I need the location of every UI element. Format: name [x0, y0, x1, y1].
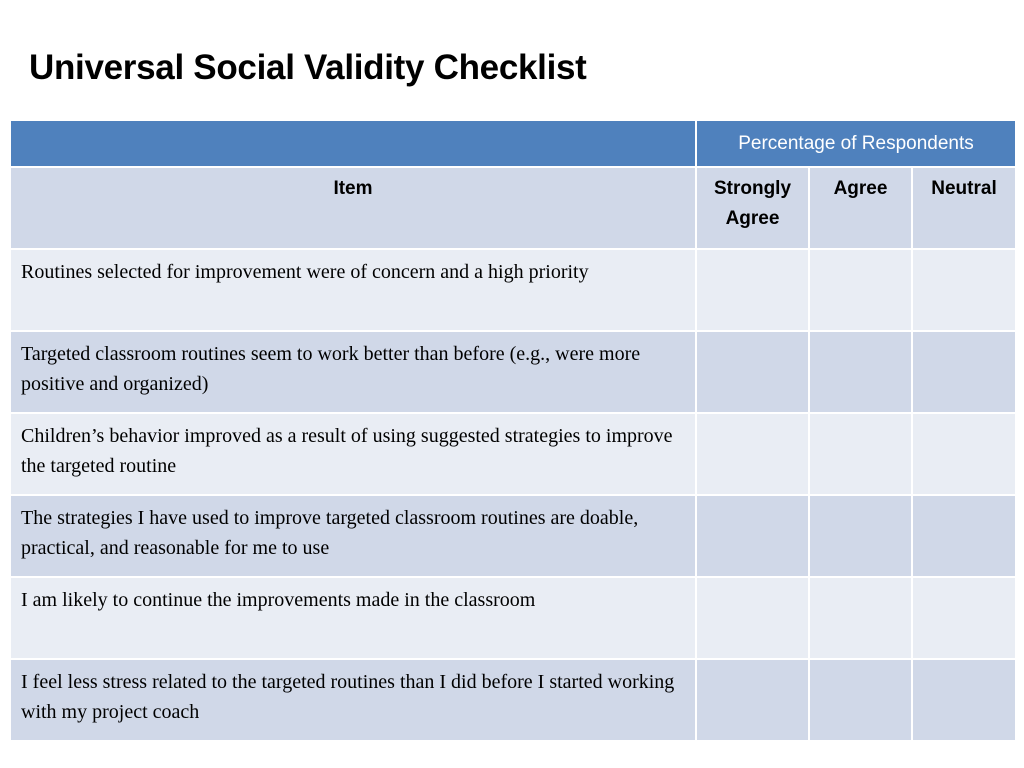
item-column-header: Item	[10, 167, 696, 249]
item-cell: The strategies I have used to improve targeted classroom routines are doable, practical, and reasonable for me to use	[10, 495, 696, 577]
item-cell: Children’s behavior improved as a result of using suggested strategies to improve the targeted routine	[10, 413, 696, 495]
strongly-agree-cell	[696, 331, 809, 413]
agree-column-header: Agree	[809, 167, 912, 249]
strongly-agree-cell	[696, 495, 809, 577]
strongly-agree-cell	[696, 249, 809, 331]
slide-title: Universal Social Validity Checklist	[29, 48, 587, 87]
table-row	[10, 577, 1016, 659]
agree-cell	[809, 331, 912, 413]
strongly-agree-cell	[696, 577, 809, 659]
agree-cell	[809, 659, 912, 741]
neutral-cell	[912, 249, 1016, 331]
agree-cell	[809, 577, 912, 659]
agree-cell	[809, 495, 912, 577]
table-row	[10, 659, 1016, 741]
table-row	[10, 495, 1016, 577]
neutral-cell	[912, 331, 1016, 413]
group-header-blank-cell	[10, 120, 696, 167]
percentage-of-respondents-header: Percentage of Respondents	[696, 120, 1016, 167]
item-cell: Targeted classroom routines seem to work better than before (e.g., were more positive and organized)	[10, 331, 696, 413]
neutral-cell	[912, 495, 1016, 577]
neutral-cell	[912, 659, 1016, 741]
strongly-agree-column-header: Strongly Agree	[696, 167, 809, 249]
item-cell: I am likely to continue the improvements made in the classroom	[10, 577, 696, 659]
checklist-table	[9, 119, 1017, 742]
neutral-cell	[912, 413, 1016, 495]
strongly-agree-cell	[696, 413, 809, 495]
table-row	[10, 249, 1016, 331]
table-row	[10, 331, 1016, 413]
agree-cell	[809, 249, 912, 331]
table-row	[10, 413, 1016, 495]
agree-cell	[809, 413, 912, 495]
item-cell: I feel less stress related to the targeted routines than I did before I started working with my project coach	[10, 659, 696, 741]
item-cell: Routines selected for improvement were of concern and a high priority	[10, 249, 696, 331]
group-header-row	[10, 120, 1016, 167]
column-header-row	[10, 167, 1016, 249]
neutral-column-header: Neutral	[912, 167, 1016, 249]
neutral-cell	[912, 577, 1016, 659]
strongly-agree-cell	[696, 659, 809, 741]
